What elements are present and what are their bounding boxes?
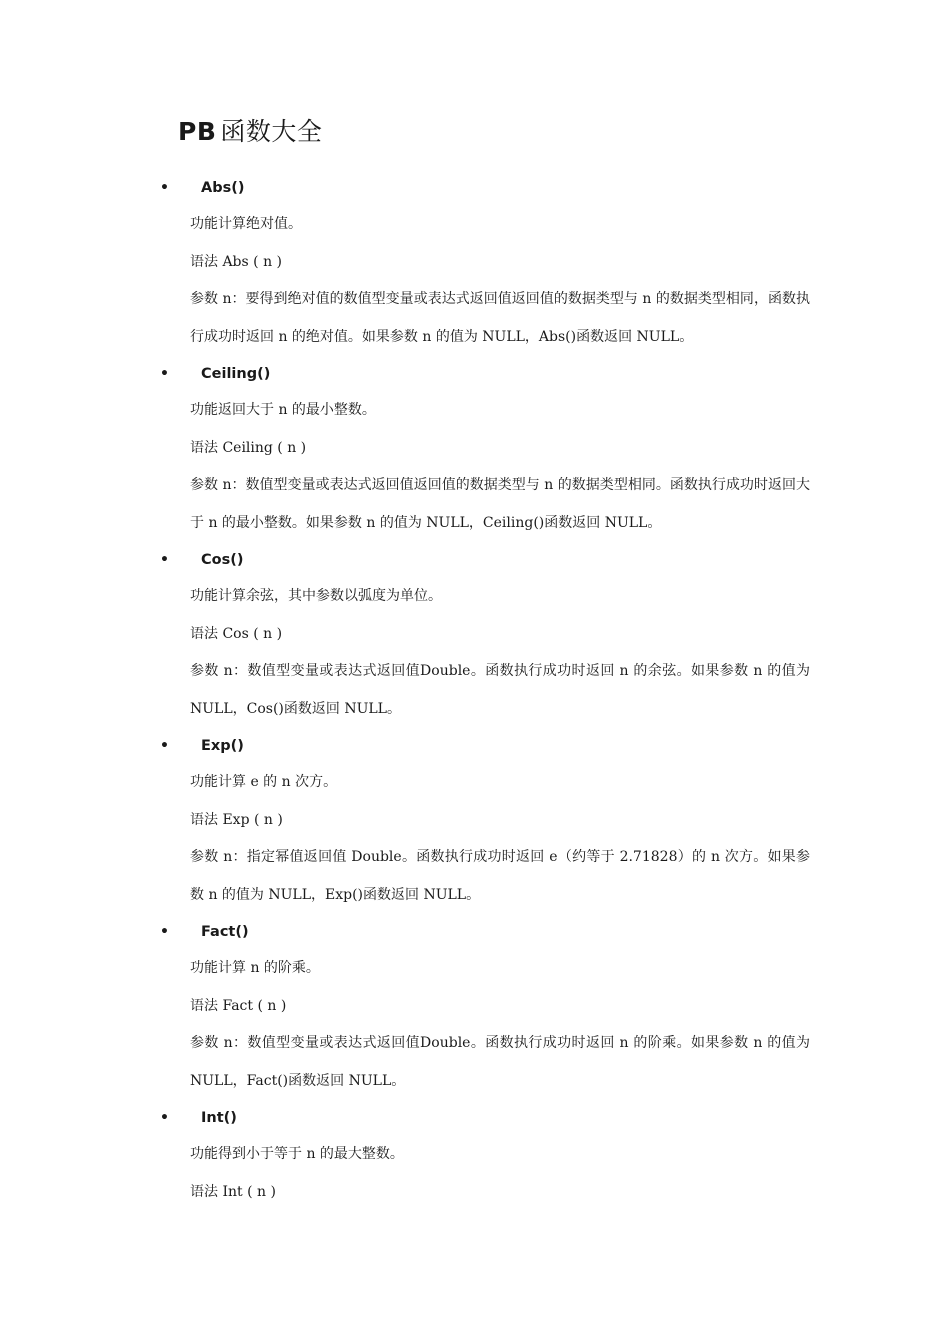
function-params: 参数 n：数值型变量或表达式返回值Double。函数执行成功时返回 n 的余弦。如果参数 n 的值为 NULL，Cos()函数返回 NULL。 (190, 663, 810, 717)
function-params: 参数 n：要得到绝对值的数值型变量或表达式返回值返回值的数据类型与 n 的数据类型相同，函数执行成功时返回 n 的绝对值。如果参数 n 的值为 NULL，Abs()函数返回 NULL。 (190, 291, 810, 345)
function-description: 功能计算绝对值。 (190, 216, 302, 232)
function-params: 参数 n：数值型变量或表达式返回值Double。函数执行成功时返回 n 的阶乘。如果参数 n 的值为 NULL，Fact()函数返回 NULL。 (190, 1035, 810, 1089)
function-heading (160, 1100, 820, 1136)
bullet-icon: • (160, 1110, 169, 1126)
function-name: Int() (201, 1110, 237, 1126)
function-description: 功能返回大于 n 的最小整数。 (190, 402, 376, 418)
bullet-icon: • (160, 924, 169, 940)
function-heading (160, 170, 820, 206)
page-title (178, 112, 322, 148)
function-description: 功能计算 e 的 n 次方。 (190, 774, 338, 790)
function-syntax: 语法 Exp ( n ) (190, 811, 283, 828)
function-heading (160, 542, 820, 578)
function-params: 参数 n：指定幂值返回值 Double。函数执行成功时返回 e（约等于 2.71828）的 n 次方。如果参数 n 的值为 NULL，Exp()函数返回 NULL。 (190, 849, 810, 903)
title-latin: PB (178, 117, 217, 146)
function-entry-int (160, 1100, 820, 1211)
function-entry-fact (160, 914, 820, 1100)
function-entry-cos (160, 542, 820, 728)
function-syntax: 语法 Abs ( n ) (190, 253, 282, 270)
function-syntax: 语法 Cos ( n ) (190, 625, 283, 642)
function-params: 参数 n：数值型变量或表达式返回值返回值的数据类型与 n 的数据类型相同。函数执行成功时返回大于 n 的最小整数。如果参数 n 的值为 NULL，Ceiling()函数返回 NULL。 (190, 477, 810, 531)
function-syntax: 语法 Int ( n ) (190, 1183, 276, 1200)
title-chinese: 函数大全 (220, 117, 323, 146)
function-name: Fact() (201, 924, 249, 940)
function-description: 功能计算 n 的阶乘。 (190, 960, 320, 976)
bullet-icon: • (160, 738, 169, 754)
function-heading (160, 914, 820, 950)
function-syntax: 语法 Fact ( n ) (190, 997, 287, 1014)
function-name: Cos() (201, 552, 244, 568)
function-heading (160, 728, 820, 764)
function-syntax: 语法 Ceiling ( n ) (190, 439, 307, 456)
bullet-icon: • (160, 366, 169, 382)
function-name: Exp() (201, 738, 244, 754)
function-heading (160, 356, 820, 392)
function-name: Ceiling() (201, 366, 271, 382)
function-description: 功能计算余弦，其中参数以弧度为单位。 (190, 588, 442, 604)
function-list (160, 170, 820, 1211)
bullet-icon: • (160, 552, 169, 568)
function-name: Abs() (201, 180, 245, 196)
function-description: 功能得到小于等于 n 的最大整数。 (190, 1146, 404, 1162)
function-entry-ceiling (160, 356, 820, 542)
function-entry-abs (160, 170, 820, 356)
function-entry-exp (160, 728, 820, 914)
bullet-icon: • (160, 180, 169, 196)
